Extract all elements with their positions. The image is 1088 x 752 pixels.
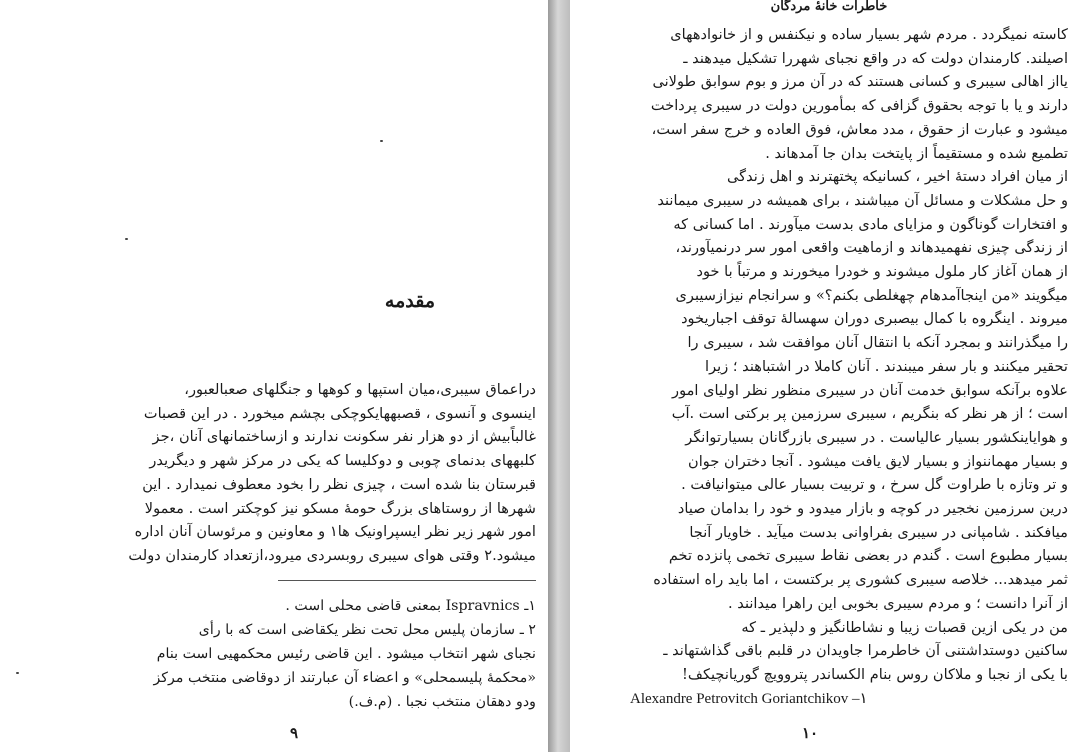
text-line: یااز اهالی سیبری و کسانی هستند که در آن مرز و بوم سوابق طولانی: [652, 73, 1068, 91]
page-number: ١٠: [802, 724, 819, 742]
text-line: و حل مشکلات و مسائل آن میباشند ، برای همیشه در سیبری میمانند: [657, 191, 1068, 209]
text-line: کاسته نمیگردد . مردم شهر بسیار ساده و نیکنفس و از خانوادههای: [670, 26, 1068, 43]
text-line: و افتخارات گوناگون و مزایای مادی بدست میآورند . اما کسانی که: [673, 215, 1068, 233]
footnote-line: ٢ ـ سازمان پلیس محل تحت نظر یکقاضی است که با رأی: [198, 622, 536, 638]
text-line: با یکی از نجبا و ملاکان روس بنام الکساندر پتروویچ گوریانچیکف!: [681, 665, 1068, 683]
text-line: میروند . اینگروه با کمال بیصبری دوران سهسالهٔ توقف اجباریخود: [681, 310, 1068, 328]
book-gutter: [548, 0, 570, 752]
text-line: از میان افراد دستهٔ اخیر ، کسانیکه پختهترند و اهل زندگی: [727, 168, 1068, 186]
scan-speck: [380, 140, 383, 142]
scan-speck: [16, 672, 19, 674]
text-line: و بسیار مهماننواز و بسیار لایق یافت میشود . آنجا دختران جوان: [688, 452, 1068, 470]
left-body-text: [78, 378, 536, 568]
text-line: اینسوی و آنسوی ، قصبههایکوچکی بچشم میخورد . در این قصبات: [143, 404, 536, 422]
chapter-title: مقدمه: [384, 290, 436, 312]
text-line: میشود و عبارت از حقوق ، مدد معاش، فوق العاده و خرج سفر است،: [651, 120, 1068, 138]
text-line: دراعماق سیبری،میان استپها و کوهها و جنگلهای صعبالعبور،: [184, 381, 536, 398]
text-line: میشود.٢ وقتی هوای سیبری روبسردی میرود،ازتعداد کارمندان دولت: [128, 546, 536, 564]
scan-speck: [125, 238, 128, 240]
text-line: امور شهر زیر نظر ایسپراونیک ها١ و معاونین و مرئوسان آنان اداره: [134, 523, 536, 541]
text-line: بسیار مطبوع است . گندم در بعضی نقاط سیبری تخمی پانزده تخم: [668, 547, 1068, 565]
text-line: را میگذرانند و بمجرد آنکه با انتقال آنان موافقت شد ، سیبری را: [687, 334, 1068, 352]
text-line: شهرها از روستاهای بزرگ حومهٔ مسکو نیز کوچکتر است . معمولا: [144, 499, 536, 517]
text-line: تطمیع شده و مستقیماً از پایتخت بدان جا آمدهاند .: [765, 144, 1068, 162]
footnote-line: ودو دهقان منتخب نجبا . (م.ف.): [348, 694, 536, 710]
text-line: کلبههای بدنمای چوبی و دوکلیسا که یکی در مرکز شهر و دیگریدر: [149, 452, 536, 470]
text-line: درین سرزمین نخجیر در کوچه و بازار میدود و خود را بدامان صیاد: [677, 500, 1068, 518]
text-line: علاوه برآنکه سوابق خدمت آنان در سیبری منظور نظر اولیای امور: [672, 381, 1068, 399]
footnote-line: «محکمهٔ پلیسمحلی» و اعضاء آن عبارتند از دوقاضی منتخب مرکز: [153, 670, 536, 686]
right-page: [570, 0, 1088, 752]
footnote-line: نجبای شهر انتخاب میشود . این قاضی رئیس محکمهیی است بنام: [156, 646, 536, 662]
text-line: اصیلند. کارمندان دولت که در واقع نجبای شهررا تشکیل میدهند ـ: [683, 49, 1068, 67]
text-line: و تر وتازه با طراوت گل سرخ ، و تربیت بسیار عالی میتوانیافت .: [681, 476, 1068, 494]
footnote-divider: [278, 580, 536, 581]
text-line: از همان آغاز کار ملول میشوند و خودرا میخورند و مرتباً با خود: [696, 263, 1068, 281]
left-footnotes: [78, 594, 536, 714]
right-body-text: [610, 23, 1068, 687]
text-line: و هوایاینکشور بسیار عالیاست . در سیبری بازرگانان بسیارتوانگر: [685, 428, 1068, 446]
text-line: قبرستان بنا شده است ، چیزی نظر را بخود معطوف نمیدارد . این: [142, 475, 536, 493]
text-line: از آنرا دانست ؛ و مردم سیبری بخوبی این راهرا میدانند .: [728, 594, 1068, 612]
running-head: خاطرات خانهٔ مردگان: [770, 0, 888, 14]
text-line: میافکند . شامپانی در سیبری بفراوانی بدست میآید . خاویار آنجا: [689, 523, 1068, 541]
text-line: غالباًبیش از دو هزار نفر سکونت ندارند و ازساختمانهای آنان ،جز: [152, 428, 536, 446]
text-line: ساکنین دوستداشتنی آن خاطرمرا جاویدان در قلبم باقی گذاشتهاند ـ: [663, 642, 1068, 660]
text-line: میگویند «من اینجاآمدهام چهغلطی بکنم؟» و سرانجام نیزازسیبری: [675, 286, 1068, 304]
footnote-line: ١ـ Ispravnics بمعنی قاضی محلی است .: [285, 598, 536, 614]
page-number: ٩: [290, 724, 299, 742]
text-line: من در یکی ازین قصبات زیبا و نشاطانگیز و دلپذیر ـ که: [741, 618, 1068, 636]
text-line: از زندگی چیزی نفهمیدهاند و ازماهیت واقعی امور سر درنمیآورند،: [675, 239, 1068, 257]
text-line: است ؛ از هر نظر که بنگریم ، سیبری سرزمین پر برکتی است .آب: [671, 405, 1068, 423]
text-line: ثمر میدهد... خلاصه سیبری کشوری پر برکتست ، اما باید راه استفاده: [653, 571, 1068, 589]
text-line: دارند و یا با توجه بحقوق گزافی که بمأمورین دولت در سیبری پرداخت: [650, 97, 1068, 115]
text-line: تحقیر میکنند و بار سفر میبندند . آنان کاملا در اشتباهند ؛ زیرا: [705, 357, 1068, 375]
right-footnote: Alexandre Petrovitch Goriantchikov –١: [630, 691, 868, 707]
